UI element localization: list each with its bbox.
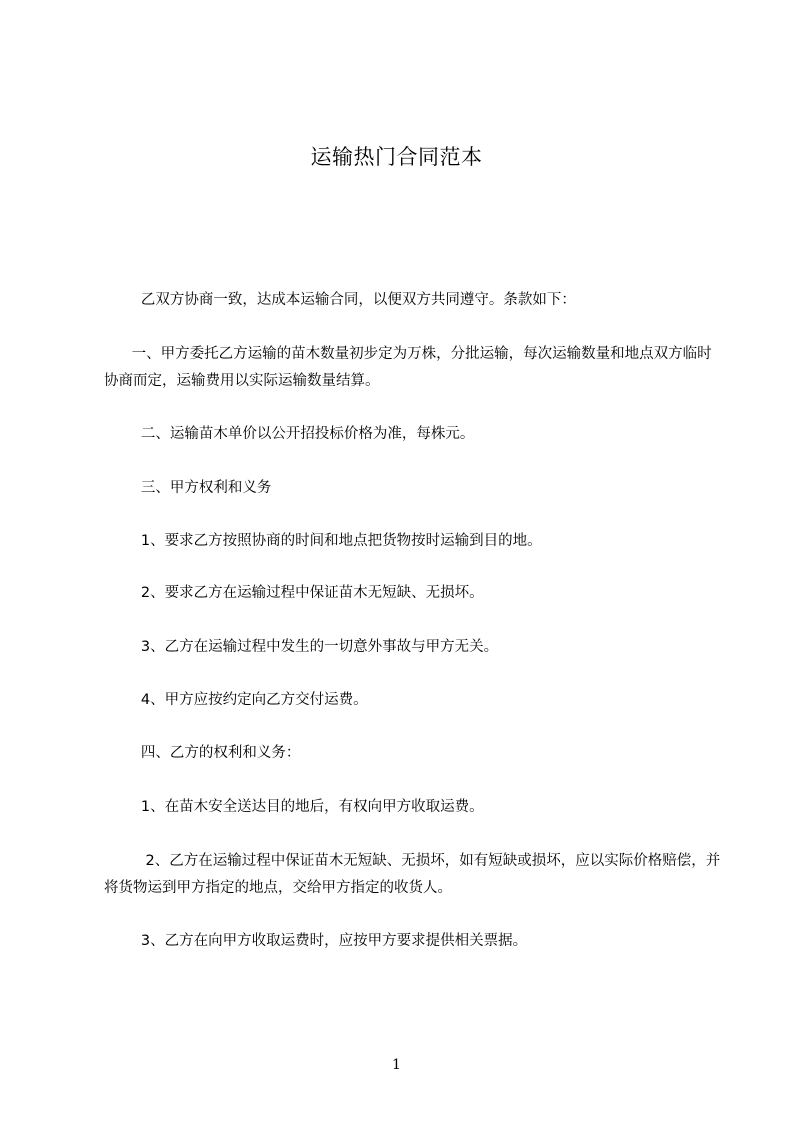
page-number: 1 — [392, 1057, 401, 1073]
document-title: 运输热门合同范本 — [310, 145, 483, 169]
paragraph-clause-3-heading: 三、甲方权利和义务 — [104, 480, 272, 496]
paragraph-party-b-item-3: 3、乙方在向甲方收取运费时，应按甲方要求提供相关票据。 — [104, 933, 528, 949]
paragraph-intro: 乙双方协商一致，达成本运输合同，以便双方共同遵守。条款如下： — [104, 292, 576, 308]
paragraph-party-a-item-1: 1、要求乙方按照协商的时间和地点把货物按时运输到目的地。 — [104, 533, 542, 549]
paragraph-clause-4-heading: 四、乙方的权利和义务： — [104, 745, 301, 761]
paragraph-party-b-item-2: 2、乙方在运输过程中保证苗木无短缺、无损坏，如有短缺或损坏，应以实际价格赔偿，并将货物运到甲方指定的地点，交给甲方指定的收货人。 — [104, 853, 721, 896]
paragraph-party-a-item-2: 2、要求乙方在运输过程中保证苗木无短缺、无损坏。 — [104, 585, 484, 601]
paragraph-party-a-item-4: 4、甲方应按约定向乙方交付运费。 — [104, 692, 368, 708]
paragraph-party-b-item-1: 1、在苗木安全送达目的地后，有权向甲方收取运费。 — [104, 799, 484, 815]
paragraph-clause-1: 一、甲方委托乙方运输的苗木数量初步定为万株，分批运输，每次运输数量和地点双方临时协商而定，运输费用以实际运输数量结算。 — [104, 346, 712, 389]
paragraph-party-a-item-3: 3、乙方在运输过程中发生的一切意外事故与甲方无关。 — [104, 639, 499, 655]
paragraph-clause-2: 二、运输苗木单价以公开招投标价格为准，每株元。 — [104, 426, 475, 442]
